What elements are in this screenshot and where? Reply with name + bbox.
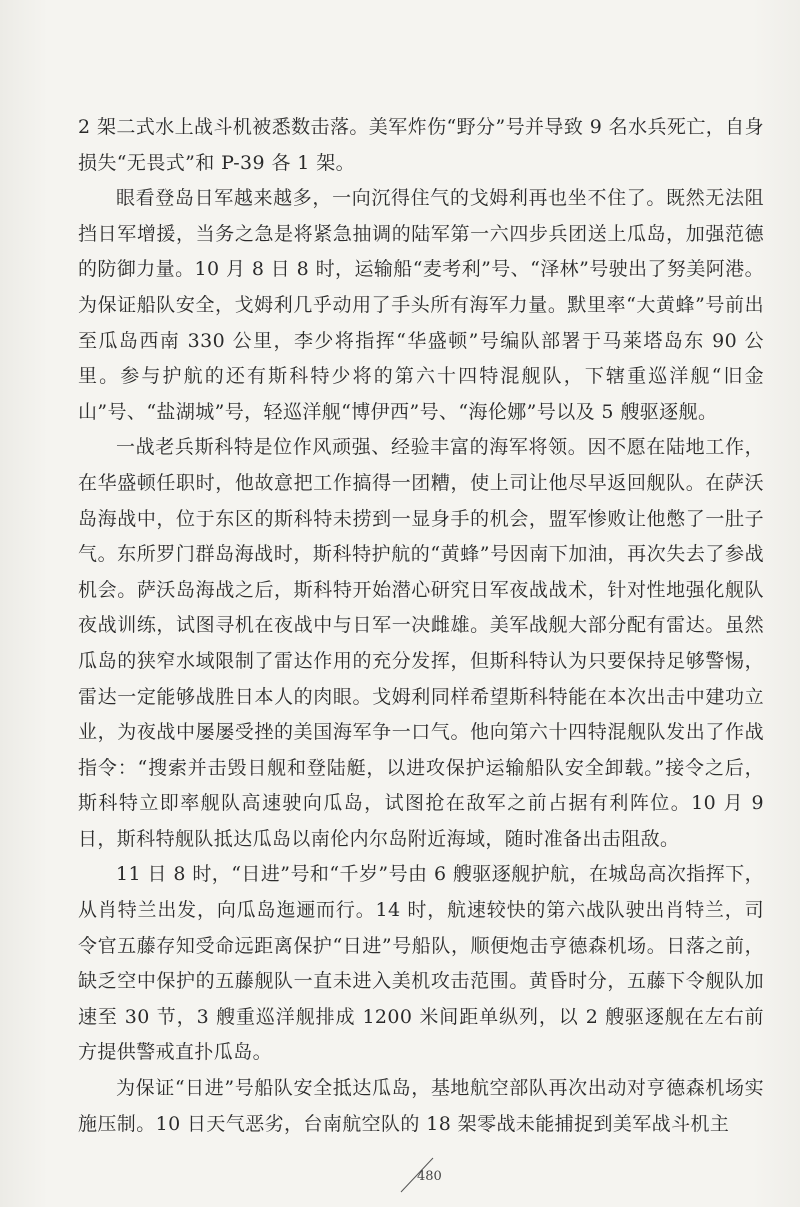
paragraph-5: 为保证“日进”号船队安全抵达瓜岛，基地航空部队再次出动对亨德森机场实施压制。10 日天气恶劣，台南航空队的 18 架零战未能捕捉到美军战斗机主 bbox=[78, 1077, 764, 1135]
paragraph-2: 眼看登岛日军越来越多，一向沉得住气的戈姆利再也坐不住了。既然无法阻挡日军增援，当务之急是将紧急抽调的陆军第一六四步兵团送上瓜岛，加强范德的防御力量。10 月 8 日 8 时，运输船“麦考利”号、“泽林”号驶出了努美阿港。为保证船队安全，戈姆利几乎动用了手头所有海军力量。默里率“大黄蜂”号前出至瓜岛西南 330 公里，李少将指挥“华盛顿”号编队部署于马莱塔岛东 90 公里。参与护航的还有斯科特少将的第六十四特混舰队，下辖重巡洋舰“旧金山”号、“盐湖城”号，轻巡洋舰“博伊西”号、“海伦娜”号以及 5 艘驱逐舰。 bbox=[78, 187, 764, 423]
paragraph-3: 一战老兵斯科特是位作风顽强、经验丰富的海军将领。因不愿在陆地工作，在华盛顿任职时，他故意把工作搞得一团糟，使上司让他尽早返回舰队。在萨沃岛海战中，位于东区的斯科特未捞到一显身手的机会，盟军惨败让他憋了一肚子气。东所罗门群岛海战时，斯科特护航的“黄蜂”号因南下加油，再次失去了参战机会。萨沃岛海战之后，斯科特开始潜心研究日军夜战战术，针对性地强化舰队夜战训练，试图寻机在夜战中与日军一决雌雄。美军战舰大部分配有雷达。虽然瓜岛的狭窄水域限制了雷达作用的充分发挥，但斯科特认为只要保持足够警惕，雷达一定能够战胜日本人的肉眼。戈姆利同样希望斯科特能在本次出击中建功立业，为夜战中屡屡受挫的美国海军争一口气。他向第六十四特混舰队发出了作战指令：“搜索并击毁日舰和登陆艇，以进攻保护运输船队安全卸载。”接令之后，斯科特立即率舰队高速驶向瓜岛，试图抢在敌军之前占据有利阵位。10 月 9 日，斯科特舰队抵达瓜岛以南伦内尔岛附近海域，随时准备出击阻敌。 bbox=[78, 436, 764, 850]
paragraph-4: 11 日 8 时，“日进”号和“千岁”号由 6 艘驱逐舰护航，在城岛高次指挥下，从肖特兰出发，向瓜岛迤逦而行。14 时，航速较快的第六战队驶出肖特兰，司令官五藤存知受命远距离保护“日进”号船队，顺便炮击亨德森机场。日落之前，缺乏空中保护的五藤舰队一直未进入美机攻击范围。黄昏时分，五藤下令舰队加速至 30 节，3 艘重巡洋舰排成 1200 米间距单纵列，以 2 艘驱逐舰在左右前方提供警戒直扑瓜岛。 bbox=[78, 863, 764, 1064]
body-text bbox=[78, 110, 764, 1142]
page-folio bbox=[395, 1140, 455, 1200]
page-number: 480 bbox=[417, 1169, 442, 1184]
paragraph-1: 2 架二式水上战斗机被悉数击落。美军炸伤“野分”号并导致 9 名水兵死亡，自身损失“无畏式”和 P-39 各 1 架。 bbox=[78, 116, 764, 174]
